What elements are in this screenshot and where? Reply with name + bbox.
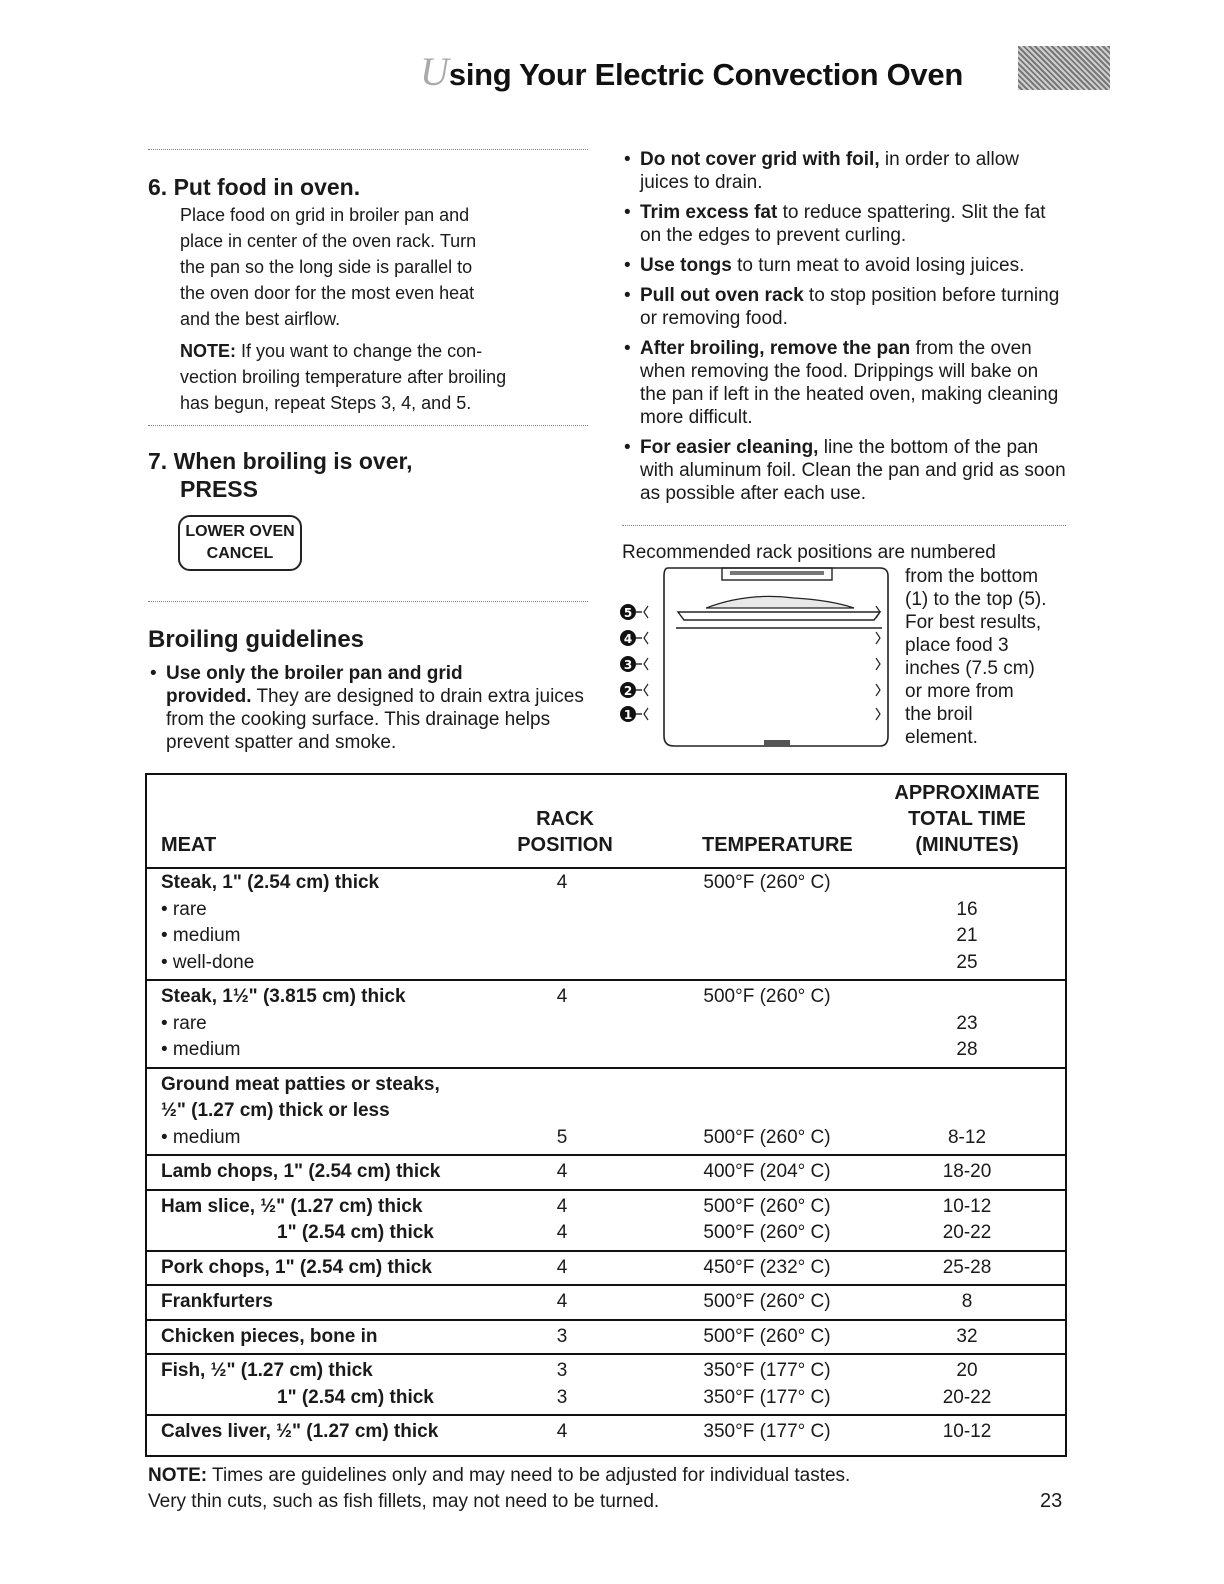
- cell-meat: Calves liver, ½" (1.27 cm) thick: [161, 1421, 439, 1442]
- col-header-line: (MINUTES): [915, 834, 1019, 856]
- cell-meat: • rare: [161, 898, 207, 920]
- table-row-group: [147, 1416, 1065, 1449]
- rack-support-left: [644, 684, 648, 696]
- cell-meat: Frankfurters: [161, 1291, 273, 1312]
- page-number: 23: [1040, 1490, 1063, 1512]
- rack-label: 4: [623, 632, 633, 646]
- table-row-group: [147, 1191, 1065, 1252]
- rack-support-left: [644, 606, 648, 618]
- cell-meat: • medium: [161, 1039, 241, 1060]
- footnote-label: NOTE:: [148, 1465, 208, 1486]
- cell-temperature: 350°F (177° C): [703, 1386, 831, 1408]
- caption-line: the broil: [905, 704, 973, 725]
- rack-support-left: [644, 658, 648, 670]
- cell-time: 28: [956, 1039, 978, 1060]
- rack-support-right: [876, 708, 880, 720]
- col-header-line: TOTAL TIME: [908, 808, 1026, 830]
- list-item: [622, 201, 1067, 247]
- table-row-group: [147, 1321, 1065, 1356]
- title-initial: U: [420, 49, 449, 94]
- col-header-line: APPROXIMATE: [894, 782, 1040, 804]
- divider: [622, 525, 1066, 526]
- list-item: [622, 284, 1067, 330]
- cell-temperature: 500°F (260° C): [703, 986, 831, 1007]
- cell-time: 8-12: [947, 1126, 987, 1148]
- divider: [148, 601, 588, 602]
- step7-press: PRESS: [180, 476, 258, 502]
- cell-meat: Fish, ½" (1.27 cm) thick: [161, 1360, 373, 1381]
- note-line: vection broiling temperature after broiling: [180, 367, 507, 387]
- cell-meat: Steak, 1½" (3.815 cm) thick: [161, 986, 406, 1007]
- step7-number: 7.: [148, 448, 168, 474]
- rack-support-left: [644, 632, 648, 644]
- cell-time: 32: [956, 1325, 978, 1347]
- step6-title: Put food in oven.: [173, 174, 361, 200]
- table-row-group: [147, 1156, 1065, 1191]
- cell-time: 25: [956, 951, 978, 973]
- cell-temperature: 500°F (260° C): [703, 1126, 831, 1148]
- cell-meat: • medium: [161, 1126, 241, 1148]
- cell-time: 10-12: [942, 1195, 992, 1217]
- rack-support-right: [876, 684, 880, 696]
- rack-position-4: [620, 630, 880, 646]
- bottom-element: [764, 740, 790, 746]
- oven-rack-diagram: [618, 562, 898, 752]
- cell-rack: 4: [556, 1161, 568, 1182]
- tips-list: [622, 148, 1067, 512]
- note-line: If you want to change the con-: [236, 341, 483, 361]
- key-label-line1: LOWER OVEN: [185, 523, 295, 540]
- cell-temperature: 500°F (260° C): [703, 1222, 831, 1243]
- col-header-time: [877, 780, 1057, 858]
- list-item: [622, 148, 1067, 194]
- bullet-text: in order to allow juices to drain.: [640, 149, 1020, 193]
- cell-temperature: 500°F (260° C): [703, 1195, 831, 1217]
- cell-meat: Steak, 1" (2.54 cm) thick: [161, 872, 380, 893]
- cell-temperature: 350°F (177° C): [703, 1360, 831, 1381]
- cell-meat: Chicken pieces, bone in: [161, 1325, 378, 1347]
- col-header-line: RACK: [536, 808, 594, 830]
- note-line: has begun, repeat Steps 3, 4, and 5.: [180, 393, 472, 413]
- step6-line: place in center of the oven rack. Turn: [180, 231, 477, 251]
- caption-line: element.: [905, 727, 978, 748]
- cell-rack: 3: [556, 1360, 568, 1381]
- cell-rack: 4: [556, 1222, 568, 1243]
- bullet-text: to turn meat to avoid losing juices.: [731, 255, 1025, 276]
- col-header-temperature: TEMPERATURE: [702, 834, 853, 856]
- bullet-bold: provided.: [166, 686, 252, 707]
- caption-line: inches (7.5 cm): [905, 658, 1035, 679]
- bullet-bold: Use tongs: [640, 255, 732, 276]
- cell-meat: Ham slice, ½" (1.27 cm) thick: [161, 1195, 423, 1217]
- rack-support-left: [644, 708, 648, 720]
- cell-temperature: 450°F (232° C): [703, 1256, 831, 1278]
- step7-line1: When broiling is over,: [173, 448, 413, 474]
- cell-rack: 4: [556, 1291, 568, 1312]
- lower-oven-cancel-key[interactable]: [178, 515, 302, 571]
- list-item: [622, 254, 1067, 277]
- bullet-text: from the oven when removing the food. Drippings will bake on the pan if left in the heated oven, making cleaning more difficult.: [640, 338, 1059, 428]
- cell-rack: 4: [556, 1421, 568, 1442]
- divider: [148, 425, 588, 426]
- rack-label: 2: [623, 684, 633, 698]
- col-header-rack: [495, 806, 635, 858]
- cell-temperature: 500°F (260° C): [703, 872, 831, 893]
- bullet-text: to stop position before turning or removing food.: [640, 285, 1060, 329]
- cell-meat: Ground meat patties or steaks,: [161, 1073, 440, 1095]
- col-header-meat: MEAT: [161, 834, 217, 856]
- cell-temperature: 400°F (204° C): [703, 1161, 831, 1182]
- cell-time: 20-22: [942, 1222, 992, 1243]
- cell-time: 20-22: [942, 1386, 992, 1408]
- caption-line: from the bottom: [905, 566, 1039, 587]
- title-rest: sing Your Electric Convection Oven: [448, 57, 963, 92]
- cell-meat: • medium: [161, 925, 241, 946]
- broiler-pan: [678, 612, 880, 620]
- table-row-group: [147, 981, 1065, 1069]
- step6-note: [180, 338, 600, 416]
- divider: [148, 149, 588, 150]
- rack-position-1: [620, 706, 880, 722]
- bullet-text: They are designed to drain extra juices from the cooking surface. This drainage helps prevent spatter and smoke.: [166, 686, 584, 753]
- cell-meat: Pork chops, 1" (2.54 cm) thick: [161, 1256, 432, 1278]
- broiling-table: [145, 773, 1067, 1457]
- cell-temperature: 500°F (260° C): [703, 1325, 831, 1347]
- bullet-bold: After broiling, remove the pan: [640, 338, 911, 359]
- caption-line: For best results,: [905, 612, 1042, 633]
- cell-time: 8: [961, 1291, 973, 1312]
- caption-line: or more from: [905, 681, 1014, 702]
- cell-meat: ½" (1.27 cm) thick or less: [161, 1100, 390, 1121]
- table-row-group: [147, 1252, 1065, 1287]
- step6-number: 6.: [148, 174, 168, 200]
- cell-meat: 1" (2.54 cm) thick: [277, 1222, 434, 1243]
- bullet-bold: Use only the broiler pan and grid: [166, 663, 463, 684]
- cell-time: 25-28: [942, 1256, 992, 1278]
- table-header: [147, 775, 1065, 869]
- cell-rack: 3: [556, 1386, 568, 1408]
- cell-meat: • well-done: [161, 951, 255, 973]
- table-row-group: [147, 867, 1065, 981]
- rack-position-2: [620, 682, 880, 698]
- bullet-bold: Do not cover grid with foil,: [640, 149, 880, 170]
- cell-time: 21: [956, 925, 978, 946]
- table-row-group: [147, 1286, 1065, 1321]
- cell-rack: 3: [556, 1325, 568, 1347]
- guidelines-list: [148, 662, 593, 761]
- cell-time: 10-12: [942, 1421, 992, 1442]
- rack-caption: [905, 565, 1070, 749]
- table-row-group: [147, 1355, 1065, 1416]
- list-item: [622, 436, 1067, 505]
- col-header-line: POSITION: [517, 834, 613, 856]
- cell-temperature: 500°F (260° C): [703, 1291, 831, 1312]
- footnote-line: Times are guidelines only and may need to be adjusted for individual tastes.: [207, 1465, 851, 1486]
- step6-text: [180, 202, 590, 332]
- food-on-pan: [706, 596, 854, 608]
- bullet-bold: For easier cleaning,: [640, 437, 819, 458]
- step6-line: Place food on grid in broiler pan and: [180, 205, 470, 225]
- page-title: [420, 48, 963, 95]
- cell-rack: 5: [556, 1126, 568, 1148]
- oven-cavity-outline: [664, 568, 888, 746]
- cell-rack: 4: [556, 986, 568, 1007]
- broil-element-coil: [730, 571, 824, 575]
- cell-time: 18-20: [942, 1161, 992, 1182]
- bullet-bold: Trim excess fat: [640, 202, 778, 223]
- guidelines-heading: Broiling guidelines: [148, 626, 365, 653]
- footnote: [148, 1463, 850, 1515]
- step6-heading: [148, 174, 360, 201]
- step6-line: the pan so the long side is parallel to: [180, 257, 473, 277]
- cell-time: 23: [956, 1012, 978, 1034]
- bullet-text: line the bottom of the pan with aluminum foil. Clean the pan and grid as soon as possible after each use.: [640, 437, 1066, 504]
- cell-rack: 4: [556, 1195, 568, 1217]
- caption-line: (1) to the top (5).: [905, 589, 1047, 610]
- table-row-group: [147, 1069, 1065, 1157]
- rack-label: 1: [623, 708, 633, 722]
- step6-line: the oven door for the most even heat: [180, 283, 475, 303]
- step6-line: and the best airflow.: [180, 309, 341, 329]
- footnote-line: Very thin cuts, such as fish fillets, may not need to be turned.: [148, 1491, 660, 1512]
- rack-label: 5: [623, 606, 633, 620]
- cell-rack: 4: [556, 872, 568, 893]
- cell-meat: • rare: [161, 1012, 207, 1034]
- cell-meat: Lamb chops, 1" (2.54 cm) thick: [161, 1161, 441, 1182]
- rack-position-3: [620, 656, 880, 672]
- note-label: NOTE:: [180, 341, 236, 361]
- list-item: [148, 662, 593, 754]
- bullet-text: to reduce spattering. Slit the fat on the edges to prevent curling.: [640, 202, 1046, 246]
- rack-caption-top: Recommended rack positions are numbered: [622, 542, 996, 563]
- cell-temperature: 350°F (177° C): [703, 1421, 831, 1442]
- rack-support-right: [876, 658, 880, 670]
- cell-meat: 1" (2.54 cm) thick: [277, 1386, 434, 1408]
- header-pattern-block: [1018, 46, 1110, 90]
- caption-line: place food 3: [905, 635, 1009, 656]
- rack-support-right: [876, 632, 880, 644]
- cell-rack: 4: [556, 1256, 568, 1278]
- key-label-line2: CANCEL: [206, 545, 274, 562]
- step7-heading: [148, 448, 413, 475]
- rack-label: 3: [623, 658, 633, 672]
- cell-time: 20: [956, 1360, 978, 1381]
- cell-time: 16: [956, 898, 978, 920]
- list-item: [622, 337, 1067, 429]
- bullet-bold: Pull out oven rack: [640, 285, 804, 306]
